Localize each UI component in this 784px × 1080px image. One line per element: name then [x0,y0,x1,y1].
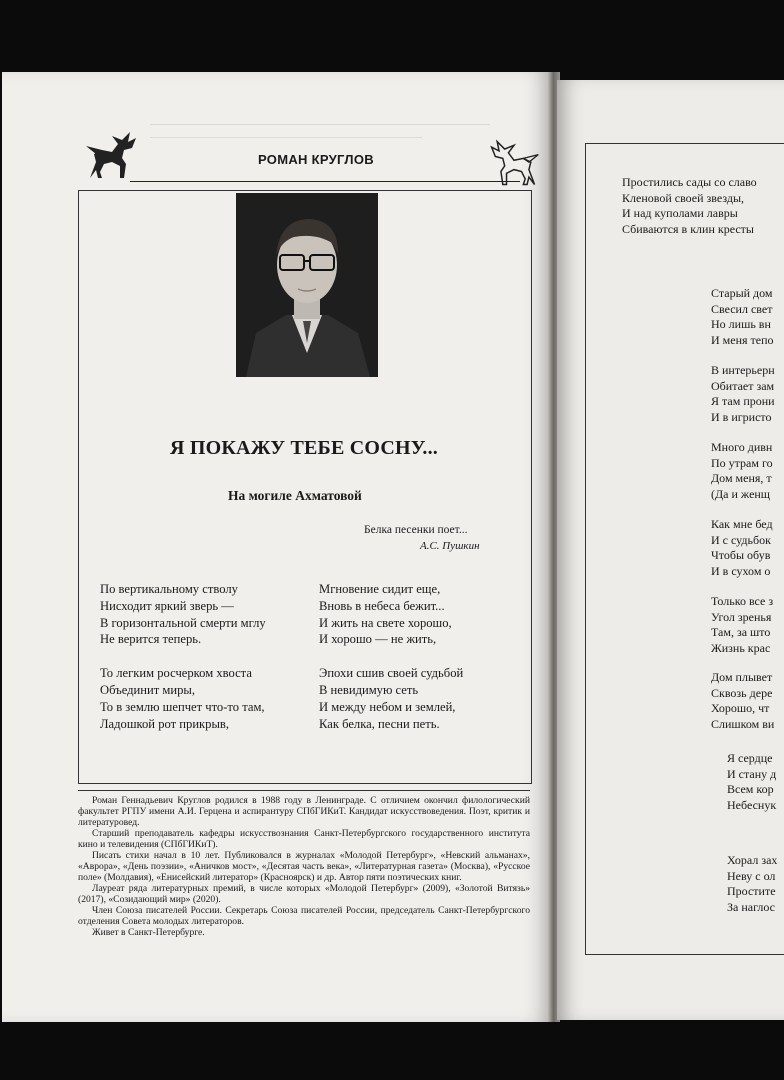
poem-line: Мгновение сидит еще, [319,582,441,596]
poem-line: По утрам го [711,455,773,470]
poem-line: И между небом и землей, [319,699,456,714]
poem-line: Но лишь вн [711,317,771,331]
right-stanza-4 [711,517,784,579]
poem-line: Свесил свет [711,301,773,316]
poem-column-2 [319,581,463,732]
bio-paragraph: Член Союза писателей России. Секретарь Союза писателей России, председатель Санкт-Петербургского отделения Совета молодых литераторов. [78,905,530,927]
poem-line: То легким росчерком хвоста [100,666,252,681]
poem-line: Простите [727,884,776,898]
poem-column-1 [100,581,266,732]
poem-line: За наглос [727,899,776,914]
right-stanza-2 [711,363,784,425]
poem-line: Объединит миры, [100,682,196,697]
poem-line: Хорал зах [727,853,778,867]
poem-line: Как мне бед [711,517,773,531]
header-rule [130,181,520,182]
poem-line: И в игристо [711,409,772,424]
poem-line: И хорошо — не жить, [319,632,437,647]
poem-line: Нисходит яркий зверь — [100,598,234,613]
epigraph-attribution: А.С. Пушкин [420,540,480,552]
right-stanza-6 [711,670,784,732]
author-name: РОМАН КРУГЛОВ [258,152,374,167]
bio-paragraph: Лауреат ряда литературных премий, в числе которых «Молодой Петербург» (2009), «Золотой Витязь» (2017), «Созидающий мир» (2020). [78,883,530,905]
right-stanza-top [622,175,784,237]
bio-rule [78,790,530,791]
poem-line: Вновь в небеса бежит... [319,598,445,613]
poem-line: И меня тепо [711,332,774,347]
bio-paragraph: Роман Геннадьевич Круглов родился в 1988 году в Ленинграде. С отличием окончил филологический факультет РГПУ имени А.И. Герцена и аспирантуру СПбГИКиТ. Кандидат искусствоведения. Поэт, критик и литературовед. [78,795,530,828]
poem-line: И над куполами лавры [622,206,738,220]
poem-line: Только все з [711,594,774,608]
poem-line: Кленовой своей звезды, [622,190,745,205]
right-stanza-7 [727,751,784,813]
poem-title: Я ПОКАЖУ ТЕБЕ СОСНУ... [170,437,438,459]
poem-line: Хорошо, чт [711,701,770,715]
poem-line: Старый дом [711,286,773,300]
poem-line: Неву с ол [727,868,776,883]
poem-line: И стану д [727,766,777,781]
poem-line: Дом плывет [711,670,773,684]
pegasus-icon [486,136,542,192]
right-stanza-8 [727,853,784,915]
poem-line: В горизонтальной смерти мглу [100,615,266,630]
poem-line: Как белка, песни петь. [319,716,440,731]
poem-line: (Да и женщ [711,486,771,501]
right-stanza-1 [711,286,784,348]
pegasus-icon [82,128,142,184]
right-stanza-3 [711,440,784,502]
poem-line: Простились сады со славо [622,175,757,189]
poem-line: И жить на свете хорошо, [319,615,452,630]
poem-line: Чтобы обув [711,548,771,562]
poem-line: Я сердце [727,751,773,765]
poem-line: В невидимую сеть [319,682,419,697]
poem-line: Угол зренья [711,609,772,624]
poem-line: Всем кор [727,782,774,796]
poem-line: Обитает зам [711,378,775,393]
poem-line: Много дивн [711,440,773,454]
poem-line: То в землю шепчет что-то там, [100,699,265,714]
bio-paragraph: Живет в Санкт-Петербурге. [92,927,205,938]
poem-line: Слишком ви [711,716,775,731]
poem-line: Ладошкой рот прикрыв, [100,716,230,731]
bio-paragraph: Писать стихи начал в 10 лет. Публиковался в журналах «Молодой Петербург», «Невский альманах», «Аврора», «День поэзии», «Аничков мост», «Десятая часть века», «Литературная газета» (Москва), «Русское поле» (Молдавия), «Енисейский литератор» (Красноярск) и др. Автор пяти поэтических книг. [78,850,530,883]
poem-line: Жизнь крас [711,640,771,655]
poem-line: В интерьерн [711,363,775,377]
poem-line: По вертикальному стволу [100,582,238,596]
bio-paragraph: Старший преподаватель кафедры искусствознания Санкт-Петербургского государственного института кино и телевидения (СПбГИКиТ). [78,828,530,850]
poem-line: Я там прони [711,394,775,408]
author-bio [78,795,530,938]
epigraph-text: Белка песенки поет... [364,524,468,536]
poem-line: Дом меня, т [711,471,772,485]
author-photo [236,193,378,377]
poem-line: И в сухом о [711,563,771,578]
right-stanza-5 [711,594,784,656]
poem-subtitle: На могиле Ахматовой [228,488,362,503]
poem-line: Сбиваются в клин кресты [622,221,754,236]
poem-line: Там, за што [711,625,771,639]
poem-line: Небеснук [727,797,777,812]
poem-line: Эпохи сшив своей судьбой [319,666,464,681]
poem-line: Сквозь дере [711,685,773,700]
poem-line: И с судьбок [711,532,771,547]
poem-line: Не верится теперь. [100,632,202,647]
